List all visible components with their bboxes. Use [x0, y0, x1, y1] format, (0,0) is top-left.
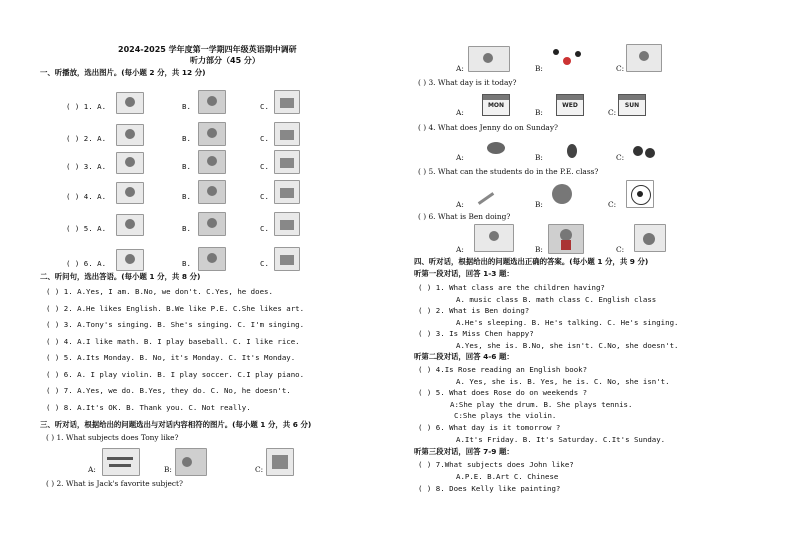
top-option-a-label: A:	[456, 64, 464, 73]
art-supplies-picture	[175, 448, 207, 476]
s1-option-b-picture	[198, 247, 226, 271]
r-question-5: ( ) 5. What can the students do in the P.E. class?	[418, 167, 599, 176]
s1-option-c-picture	[274, 150, 300, 174]
top-picture-a	[468, 46, 510, 72]
s1-option-c-picture	[274, 90, 300, 114]
s1-option-b-label: B.	[182, 102, 191, 111]
s1-option-a-picture	[116, 152, 144, 174]
s1-option-c-picture	[274, 212, 300, 236]
table-tennis-picture	[630, 141, 658, 161]
calendar-label: SUN	[624, 102, 640, 109]
s1-row-prefix: ( ) 5. A.	[66, 224, 107, 233]
page-title: 2024-2025 学年度第一学期四年级英语期中调研	[118, 45, 297, 54]
s1-option-c-picture	[274, 247, 300, 271]
q6-option-c-label: C:	[616, 245, 625, 254]
s1-option-c-label: C.	[260, 162, 269, 171]
music-notes-picture	[548, 44, 586, 72]
calendar-label: WED	[562, 102, 578, 109]
s1-option-c-label: C.	[260, 224, 269, 233]
s1-row-prefix: ( ) 1. A.	[66, 102, 107, 111]
q6-option-a-label: A:	[456, 245, 464, 254]
s2-question-item: ( ) 2. A.He likes English. B.We like P.E. C.She likes art.	[46, 303, 305, 313]
dialogue-group-3: 听第三段对话，回答 7-9 题：	[414, 447, 514, 456]
calendar-monday-icon	[482, 94, 510, 116]
s1-row-prefix: ( ) 6. A.	[66, 259, 107, 268]
calendar-label: MON	[487, 102, 505, 109]
s1-option-c-label: C.	[260, 259, 269, 268]
r-question-3: ( ) 3. What day is it today?	[418, 78, 517, 87]
s2-question-item: ( ) 6. A. I play violin. B. I play soccer. C.I play piano.	[46, 369, 305, 379]
drum-picture	[480, 137, 512, 159]
s3-q1-option-c-label: C:	[255, 465, 264, 474]
s2-question-item: ( ) 4. A.I like math. B. I play baseball. C. I like rice.	[46, 336, 300, 346]
subjects-books-picture	[102, 448, 140, 476]
s4-question-6: ( ) 6. What day is it tomorrow ?	[418, 423, 561, 432]
s2-question-item: ( ) 8. A.It's OK. B. Thank you. C. Not really.	[46, 402, 251, 412]
s2-question-item: ( ) 1. A.Yes, I am. B.No, we don't. C.Yes, he does.	[46, 287, 273, 296]
s1-option-b-picture	[198, 212, 226, 236]
section2-heading: 二、听问句，选出答语。(每小题 1 分，共 8 分)	[40, 272, 201, 281]
s1-option-a-picture	[116, 249, 144, 271]
s4-question-5: ( ) 5. What does Rose do on weekends ?	[418, 388, 588, 397]
s1-option-c-picture	[274, 122, 300, 146]
s4-question-2: ( ) 2. What is Ben doing?	[418, 306, 530, 315]
q4-option-c-label: C:	[616, 153, 625, 162]
s3-question-2: ( ) 2. What is Jack's favorite subject?	[46, 479, 183, 488]
s1-option-b-picture	[198, 180, 226, 204]
q4-option-a-label: A:	[456, 153, 464, 162]
dialogue-group-2: 听第二段对话，回答 4-6 题：	[414, 352, 514, 361]
s1-row-prefix: ( ) 4. A.	[66, 192, 107, 201]
q3-option-a-label: A:	[456, 108, 464, 117]
q6-picture-a	[474, 224, 514, 252]
q3-option-b-label: B:	[535, 108, 543, 117]
r-question-4: ( ) 4. What does Jenny do on Sunday?	[418, 123, 558, 132]
s4-question-3: ( ) 3. Is Miss Chen happy?	[418, 329, 534, 338]
q5-option-b-label: B:	[535, 200, 543, 209]
soccer-ball-picture	[626, 180, 654, 208]
s1-option-c-label: C.	[260, 134, 269, 143]
q4-option-b-label: B:	[535, 153, 543, 162]
boy-standing-picture	[548, 224, 584, 254]
s1-option-a-picture	[116, 92, 144, 114]
calendar-sunday-icon	[618, 94, 646, 116]
left-column	[30, 0, 395, 540]
s1-option-b-label: B.	[182, 259, 191, 268]
s1-option-a-picture	[116, 124, 144, 146]
section4-heading: 四、听对话，根据给出的问题选出正确的答案。(每小题 1 分，共 9 分)	[414, 257, 649, 266]
s4-answers-1: A. music class B. math class C. English class	[456, 295, 657, 304]
right-column	[410, 0, 780, 540]
calendar-wednesday-icon	[556, 94, 584, 116]
s4-question-8: ( ) 8. Does Kelly like painting?	[418, 484, 561, 493]
s4-question-4: ( ) 4.Is Rose reading an English book?	[418, 365, 588, 374]
s1-option-c-label: C.	[260, 102, 269, 111]
s2-question-item: ( ) 7. A.Yes, we do. B.Yes, they do. C. No, he doesn't.	[46, 386, 291, 395]
s3-q1-option-b-label: B:	[164, 465, 172, 474]
s1-option-b-label: B.	[182, 224, 191, 233]
q6-option-b-label: B:	[535, 245, 543, 254]
s4-answers-3: A.Yes, she is. B.No, she isn't. C.No, she doesn't.	[456, 341, 679, 350]
baseball-bat-picture	[472, 186, 500, 210]
s1-row-prefix: ( ) 2. A.	[66, 134, 107, 143]
s4-answers-7: A.P.E. B.Art C. Chinese	[456, 472, 559, 481]
s2-question-item: ( ) 3. A.Tony's singing. B. She's singing. C. I'm singing.	[46, 320, 305, 329]
s4-question-7: ( ) 7.What subjects does John like?	[418, 460, 574, 469]
q5-option-a-label: A:	[456, 200, 464, 209]
s4-answers-2: A.He's sleeping. B. He's talking. C. He's singing.	[456, 318, 679, 327]
s4-answers-4: A. Yes, she is. B. Yes, he is. C. No, she isn't.	[456, 377, 670, 386]
basketball-picture	[548, 180, 576, 208]
s1-option-b-picture	[198, 90, 226, 114]
s1-option-b-label: B.	[182, 192, 191, 201]
s1-option-a-picture	[116, 182, 144, 204]
q3-option-c-label: C:	[608, 108, 617, 117]
s1-row-prefix: ( ) 3. A.	[66, 162, 107, 171]
top-option-c-label: C:	[616, 64, 625, 73]
q6-picture-c	[634, 224, 666, 252]
science-book-picture	[266, 448, 294, 476]
section1-heading: 一、听播放，选出图片。(每小题 2 分，共 12 分)	[40, 68, 206, 77]
s2-question-item: ( ) 5. A.Its Monday. B. No, it's Monday. C. It's Monday.	[46, 353, 296, 362]
s1-option-a-picture	[116, 214, 144, 236]
top-picture-c	[626, 44, 662, 72]
s1-option-b-label: B.	[182, 134, 191, 143]
s1-option-c-label: C.	[260, 192, 269, 201]
s1-option-b-picture	[198, 122, 226, 146]
s1-option-c-picture	[274, 180, 300, 204]
s4-answers-5-c: C:She plays the violin.	[454, 411, 557, 420]
section3-heading: 三、听对话，根据给出的问题选出与对话内容相符的图片。(每小题 1 分，共 6 分)	[40, 420, 312, 429]
s1-option-b-picture	[198, 150, 226, 174]
page-subtitle: 听力部分（45 分）	[190, 56, 260, 65]
s4-answers-6: A.It's Friday. B. It's Saturday. C.It's Sunday.	[456, 435, 666, 444]
r-question-6: ( ) 6. What is Ben doing?	[418, 212, 511, 221]
q5-option-c-label: C:	[608, 200, 617, 209]
s4-answers-5-ab: A:She play the drum. B. She plays tennis.	[450, 400, 633, 409]
s3-question-1: ( ) 1. What subjects does Tony like?	[46, 433, 179, 442]
s3-q1-option-a-label: A:	[88, 465, 96, 474]
top-option-b-label: B:	[535, 64, 543, 73]
s4-question-1: ( ) 1. What class are the children having?	[418, 283, 605, 292]
violin-picture	[558, 137, 590, 161]
dialogue-group-1: 听第一段对话，回答 1-3 题：	[414, 269, 514, 278]
s1-option-b-label: B.	[182, 162, 191, 171]
